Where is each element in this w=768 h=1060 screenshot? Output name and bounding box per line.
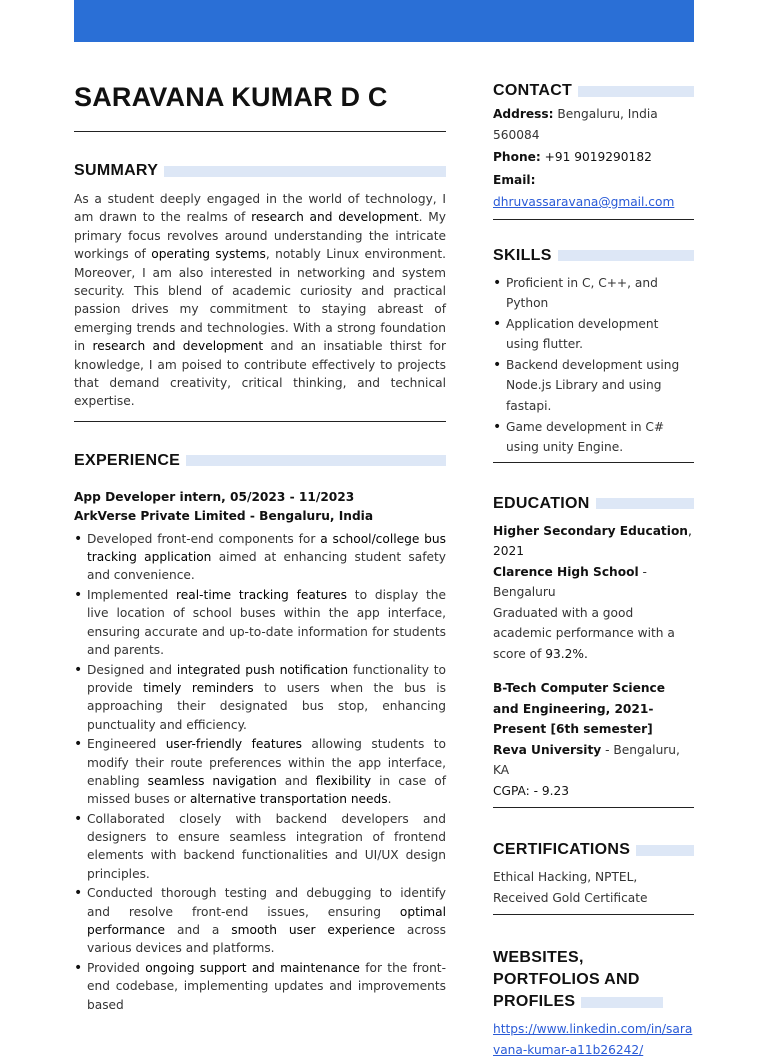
main-column [74, 80, 446, 1015]
certification-text: Ethical Hacking, NPTEL, Received Gold Certificate [493, 870, 648, 905]
skills-list [493, 273, 694, 458]
education-entry-2: B-Tech Computer Science and Engineering, 2021- Present [6th semester] Reva University - Bengaluru, KA CGPA: - 9.23 [493, 681, 680, 798]
header-accent-bar [74, 0, 694, 42]
divider [493, 462, 694, 463]
list-item: • Game development in C# using unity Engine. [493, 417, 694, 458]
linkedin-link[interactable]: https://www.linkedin.com/in/saravana-kumar-a11b26242/ [493, 1022, 693, 1057]
list-item: • Designed and integrated push notification functionality to provide timely reminders to users when the bus is approaching their designated bus stop, enhancing punctuality and efficiency. [74, 661, 446, 734]
certifications-heading: CERTIFICATIONS [493, 841, 694, 859]
divider [493, 914, 694, 915]
contact-heading: CONTACT [493, 82, 694, 100]
list-item: • Implemented real-time tracking features to display the live location of school buses within the app interface, ensuring accurate and up-to-date information for students and parents. [74, 586, 446, 659]
sidebar-column [493, 80, 694, 1060]
summary-text: As a student deeply engaged in the world of technology, I am drawn to the realms of research and development. My primary focus revolves around understanding the intricate workings of operating systems, notably Linux environment. Moreover, I am also interested in networking and system security. This blend of academic curiosity and practical passion drives my commitment to staying abreast of emerging trends and technologies. With a strong foundation in research and development and an insatiable thirst for knowledge, I am poised to contribute effectively to projects that demand creativity, critical thinking, and technical expertise. [74, 192, 446, 409]
list-item: • Application development using flutter. [493, 314, 694, 355]
summary-heading: SUMMARY [74, 162, 446, 180]
list-item: • Engineered user-friendly features allowing students to modify their route preferences within the app interface, enabling seamless navigation and flexibility in case of missed buses or alternative transportation needs. [74, 735, 446, 808]
divider [74, 421, 446, 422]
websites-heading: WEBSITES, PORTFOLIOS AND PROFILES [493, 947, 694, 1013]
experience-bullets [74, 530, 446, 1014]
divider [493, 807, 694, 808]
education-heading: EDUCATION [493, 495, 694, 513]
list-item: • Collaborated closely with backend developers and designers to ensure seamless integration of frontend elements with backend functionalities and UI/UX design principles. [74, 810, 446, 883]
job-company: ArkVerse Private Limited - Bengaluru, India [74, 508, 374, 523]
contact-address: Address: Bengaluru, India 560084 [493, 107, 658, 142]
contact-phone: Phone: +91 9019290182 [493, 150, 652, 164]
list-item: • Proficient in C, C++, and Python [493, 273, 694, 314]
email-link[interactable]: dhruvassaravana@gmail.com [493, 195, 675, 209]
divider [74, 131, 446, 132]
contact-email-label: Email: [493, 172, 536, 187]
education-entry-1: Higher Secondary Education, 2021 Clarence High School - Bengaluru Graduated with a good academic performance with a score of 93.2%. [493, 523, 692, 661]
candidate-name: SARAVANA KUMAR D C [74, 82, 388, 112]
list-item: • Provided ongoing support and maintenance for the front-end codebase, implementing updates and improvements based [74, 959, 446, 1014]
job-role: App Developer intern, 05/2023 - 11/2023 [74, 489, 355, 504]
list-item: • Developed front-end components for a school/college bus tracking application aimed at enhancing student safety and convenience. [74, 530, 446, 585]
list-item: • Backend development using Node.js Library and using fastapi. [493, 355, 694, 417]
list-item: • Conducted thorough testing and debugging to identify and resolve front-end issues, ensuring optimal performance and a smooth user experience across various devices and platforms. [74, 884, 446, 957]
divider [493, 219, 694, 220]
skills-heading: SKILLS [493, 247, 694, 265]
experience-heading: EXPERIENCE [74, 452, 446, 470]
